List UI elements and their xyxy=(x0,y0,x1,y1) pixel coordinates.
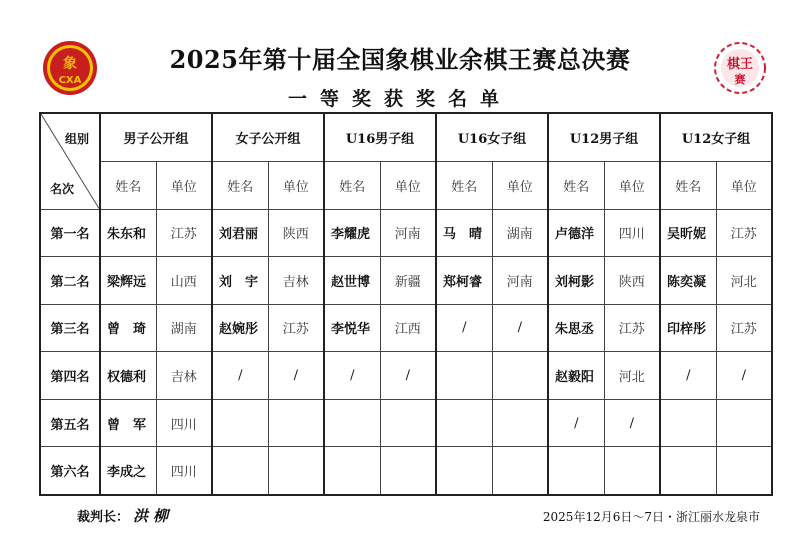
player-name xyxy=(548,447,604,495)
player-unit: 河北 xyxy=(604,352,660,400)
unit-col-header: 单位 xyxy=(492,161,548,209)
group-header: 男子公开组 xyxy=(100,113,212,161)
group-header: U12男子组 xyxy=(548,113,660,161)
name-col-header: 姓名 xyxy=(660,161,716,209)
player-name xyxy=(436,399,492,447)
date-place: 2025年12月6日～7日・浙江丽水龙泉市 xyxy=(542,510,760,524)
player-name xyxy=(660,399,716,447)
player-unit: 江苏 xyxy=(716,209,772,257)
player-unit xyxy=(492,447,548,495)
empty-mark: / xyxy=(548,399,604,447)
chief-referee-label: 裁判长： xyxy=(77,510,130,525)
empty-mark: / xyxy=(380,352,436,400)
unit-col-header: 单位 xyxy=(604,161,660,209)
rank-cell: 第六名 xyxy=(40,447,100,495)
rank-cell: 第四名 xyxy=(40,352,100,400)
table-row xyxy=(40,399,772,447)
awards-table xyxy=(39,112,773,496)
player-name: 赵毅阳 xyxy=(548,352,604,400)
player-unit xyxy=(492,399,548,447)
player-unit: 四川 xyxy=(604,209,660,257)
player-unit xyxy=(716,447,772,495)
empty-mark: / xyxy=(492,304,548,352)
player-name: 刘君丽 xyxy=(212,209,268,257)
player-unit: 四川 xyxy=(156,399,212,447)
player-name xyxy=(436,352,492,400)
player-unit xyxy=(268,447,324,495)
table-row xyxy=(40,447,772,495)
logo-text: CXA xyxy=(58,75,82,86)
player-name: 卢德洋 xyxy=(548,209,604,257)
empty-mark: / xyxy=(716,352,772,400)
group-header: 女子公开组 xyxy=(212,113,324,161)
player-name: 李耀虎 xyxy=(324,209,380,257)
player-name: 朱东和 xyxy=(100,209,156,257)
chief-referee xyxy=(77,505,173,526)
empty-mark: / xyxy=(604,399,660,447)
player-unit: 陕西 xyxy=(604,257,660,305)
player-unit: 河北 xyxy=(716,257,772,305)
player-name: 印梓彤 xyxy=(660,304,716,352)
chief-referee-name: 洪柳 xyxy=(133,507,174,525)
subheader-row xyxy=(40,161,772,209)
rank-cell: 第一名 xyxy=(40,209,100,257)
name-col-header: 姓名 xyxy=(324,161,380,209)
corner-cell xyxy=(40,113,100,209)
player-unit: 江苏 xyxy=(604,304,660,352)
empty-mark: / xyxy=(324,352,380,400)
player-name: 曾 琦 xyxy=(100,304,156,352)
player-unit: 河南 xyxy=(492,257,548,305)
player-name: 郑柯睿 xyxy=(436,257,492,305)
player-unit: 江苏 xyxy=(156,209,212,257)
player-name: 刘柯影 xyxy=(548,257,604,305)
player-unit: 湖南 xyxy=(492,209,548,257)
player-unit: 新疆 xyxy=(380,257,436,305)
page-title: 2025年第十届全国象棋业余棋王赛总决赛 xyxy=(169,45,631,74)
player-name: 赵世博 xyxy=(324,257,380,305)
unit-col-header: 单位 xyxy=(156,161,212,209)
name-col-header: 姓名 xyxy=(436,161,492,209)
player-unit xyxy=(380,447,436,495)
player-name: 权德利 xyxy=(100,352,156,400)
corner-rank-label: 名次 xyxy=(50,181,75,196)
group-header: U16女子组 xyxy=(436,113,548,161)
logo-right-sub: 赛 xyxy=(734,73,746,86)
logo-right-text: 棋王 xyxy=(726,57,754,72)
player-name xyxy=(212,447,268,495)
corner-group-label: 组别 xyxy=(64,132,89,146)
table-row xyxy=(40,209,772,257)
player-unit xyxy=(268,399,324,447)
group-header: U16男子组 xyxy=(324,113,436,161)
player-unit: 吉林 xyxy=(268,257,324,305)
rank-cell: 第五名 xyxy=(40,399,100,447)
player-name xyxy=(436,447,492,495)
player-unit: 湖南 xyxy=(156,304,212,352)
unit-col-header: 单位 xyxy=(716,161,772,209)
player-name: 陈奕凝 xyxy=(660,257,716,305)
table-row xyxy=(40,352,772,400)
player-unit: 江西 xyxy=(380,304,436,352)
player-unit xyxy=(716,399,772,447)
player-name: 李成之 xyxy=(100,447,156,495)
page-subtitle: 一等奖获奖名单 xyxy=(287,88,512,110)
player-name xyxy=(324,447,380,495)
player-unit: 江苏 xyxy=(268,304,324,352)
player-name: 朱思丞 xyxy=(548,304,604,352)
player-name: 刘 宇 xyxy=(212,257,268,305)
rank-cell: 第三名 xyxy=(40,304,100,352)
player-name: 赵婉彤 xyxy=(212,304,268,352)
empty-mark: / xyxy=(268,352,324,400)
player-unit xyxy=(380,399,436,447)
player-name xyxy=(660,447,716,495)
player-name xyxy=(212,399,268,447)
name-col-header: 姓名 xyxy=(212,161,268,209)
player-name: 吴昕妮 xyxy=(660,209,716,257)
name-col-header: 姓名 xyxy=(548,161,604,209)
player-name: 梁辉远 xyxy=(100,257,156,305)
unit-col-header: 单位 xyxy=(380,161,436,209)
player-unit: 四川 xyxy=(156,447,212,495)
empty-mark: / xyxy=(436,304,492,352)
logo-glyph: 象 xyxy=(63,56,77,72)
player-unit: 山西 xyxy=(156,257,212,305)
player-unit: 陕西 xyxy=(268,209,324,257)
empty-mark: / xyxy=(660,352,716,400)
table-row xyxy=(40,304,772,352)
player-unit xyxy=(492,352,548,400)
empty-mark: / xyxy=(212,352,268,400)
unit-col-header: 单位 xyxy=(268,161,324,209)
player-unit: 吉林 xyxy=(156,352,212,400)
player-unit xyxy=(604,447,660,495)
player-unit: 河南 xyxy=(380,209,436,257)
table-row xyxy=(40,257,772,305)
player-name: 曾 军 xyxy=(100,399,156,447)
player-name: 马 晴 xyxy=(436,209,492,257)
player-name xyxy=(324,399,380,447)
rank-cell: 第二名 xyxy=(40,257,100,305)
group-header: U12女子组 xyxy=(660,113,772,161)
name-col-header: 姓名 xyxy=(100,161,156,209)
player-name: 李悦华 xyxy=(324,304,380,352)
player-unit: 江苏 xyxy=(716,304,772,352)
